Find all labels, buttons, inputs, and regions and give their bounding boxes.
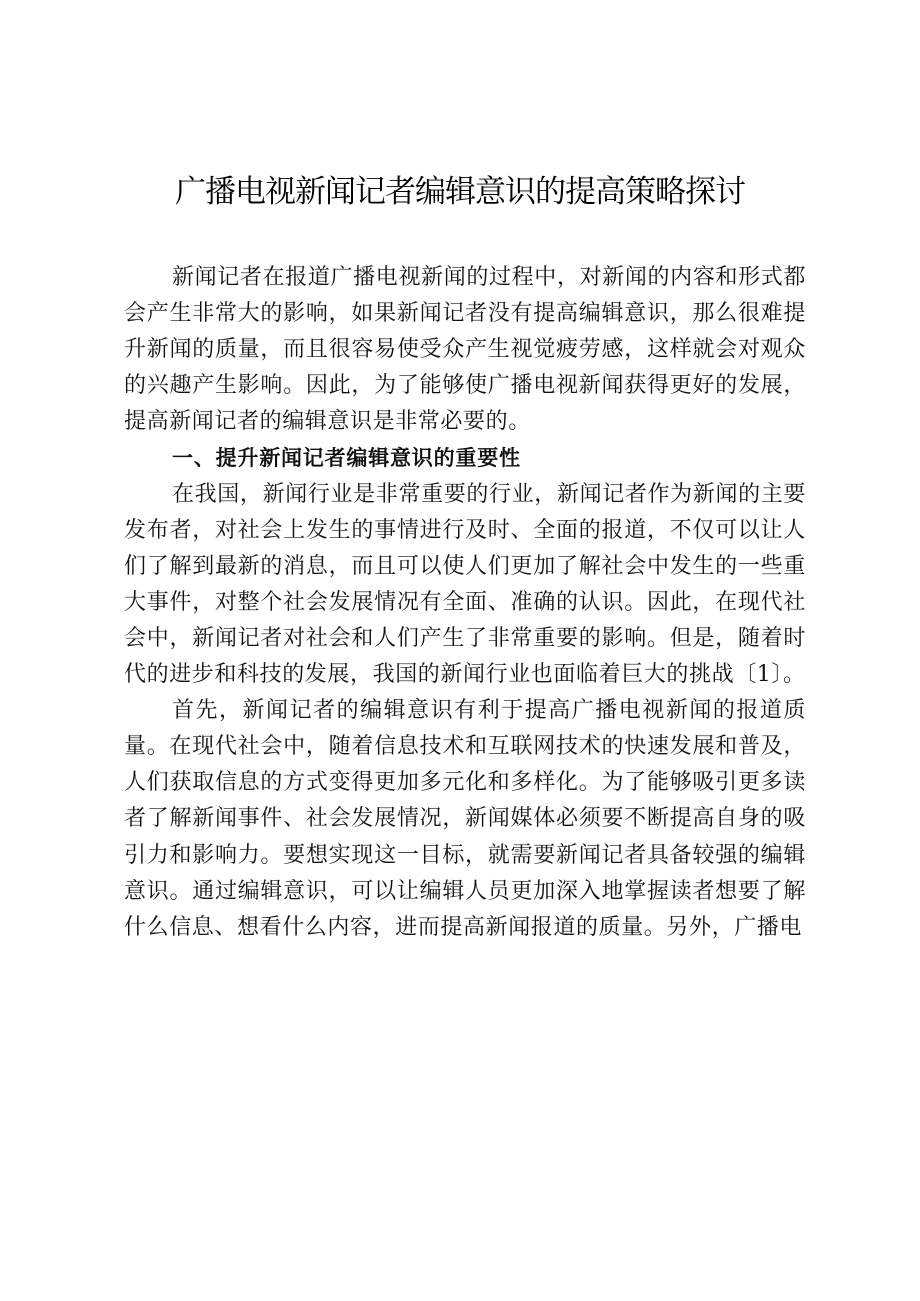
section-heading: 一、提升新闻记者编辑意识的重要性 — [172, 446, 521, 471]
document-body — [124, 260, 806, 946]
document-title: 广播电视新闻记者编辑意识的提高策略探讨 — [175, 174, 745, 210]
section-paragraph-1: 在我国，新闻行业是非常重要的行业，新闻记者作为新闻的主要发布者，对社会上发生的事情进行及时、全面的报道，不仅可以让人们了解到最新的消息，而且可以使人们更加了解社会中发生的一些重大事件，对整个社会发展情况有全面、准确的认识。因此，在现代社会中，新闻记者对社会和人们产生了非常重要的影响。但是，随着时代的进步和科技的发展，我国的新闻行业也面临着巨大的挑战〔1〕。 — [124, 481, 806, 688]
section-paragraph-2: 首先，新闻记者的编辑意识有利于提高广播电视新闻的报道质量。在现代社会中，随着信息技术和互联网技术的快速发展和普及，人们获取信息的方式变得更加多元化和多样化。为了能够吸引更多读者了解新闻事件、社会发展情况，新闻媒体必须要不断提高自身的吸引力和影响力。要想实现这一目标，就需要新闻记者具备较强的编辑意识。通过编辑意识，可以让编辑人员更加深入地掌握读者想要了解什么信息、想看什么内容，进而提高新闻报道的质量。另外，广播电 — [124, 698, 806, 940]
intro-paragraph: 新闻记者在报道广播电视新闻的过程中，对新闻的内容和形式都会产生非常大的影响，如果新闻记者没有提高编辑意识，那么很难提升新闻的质量，而且很容易使受众产生视觉疲劳感，这样就会对观众的兴趣产生影响。因此，为了能够使广播电视新闻获得更好的发展，提高新闻记者的编辑意识是非常必要的。 — [124, 265, 806, 435]
